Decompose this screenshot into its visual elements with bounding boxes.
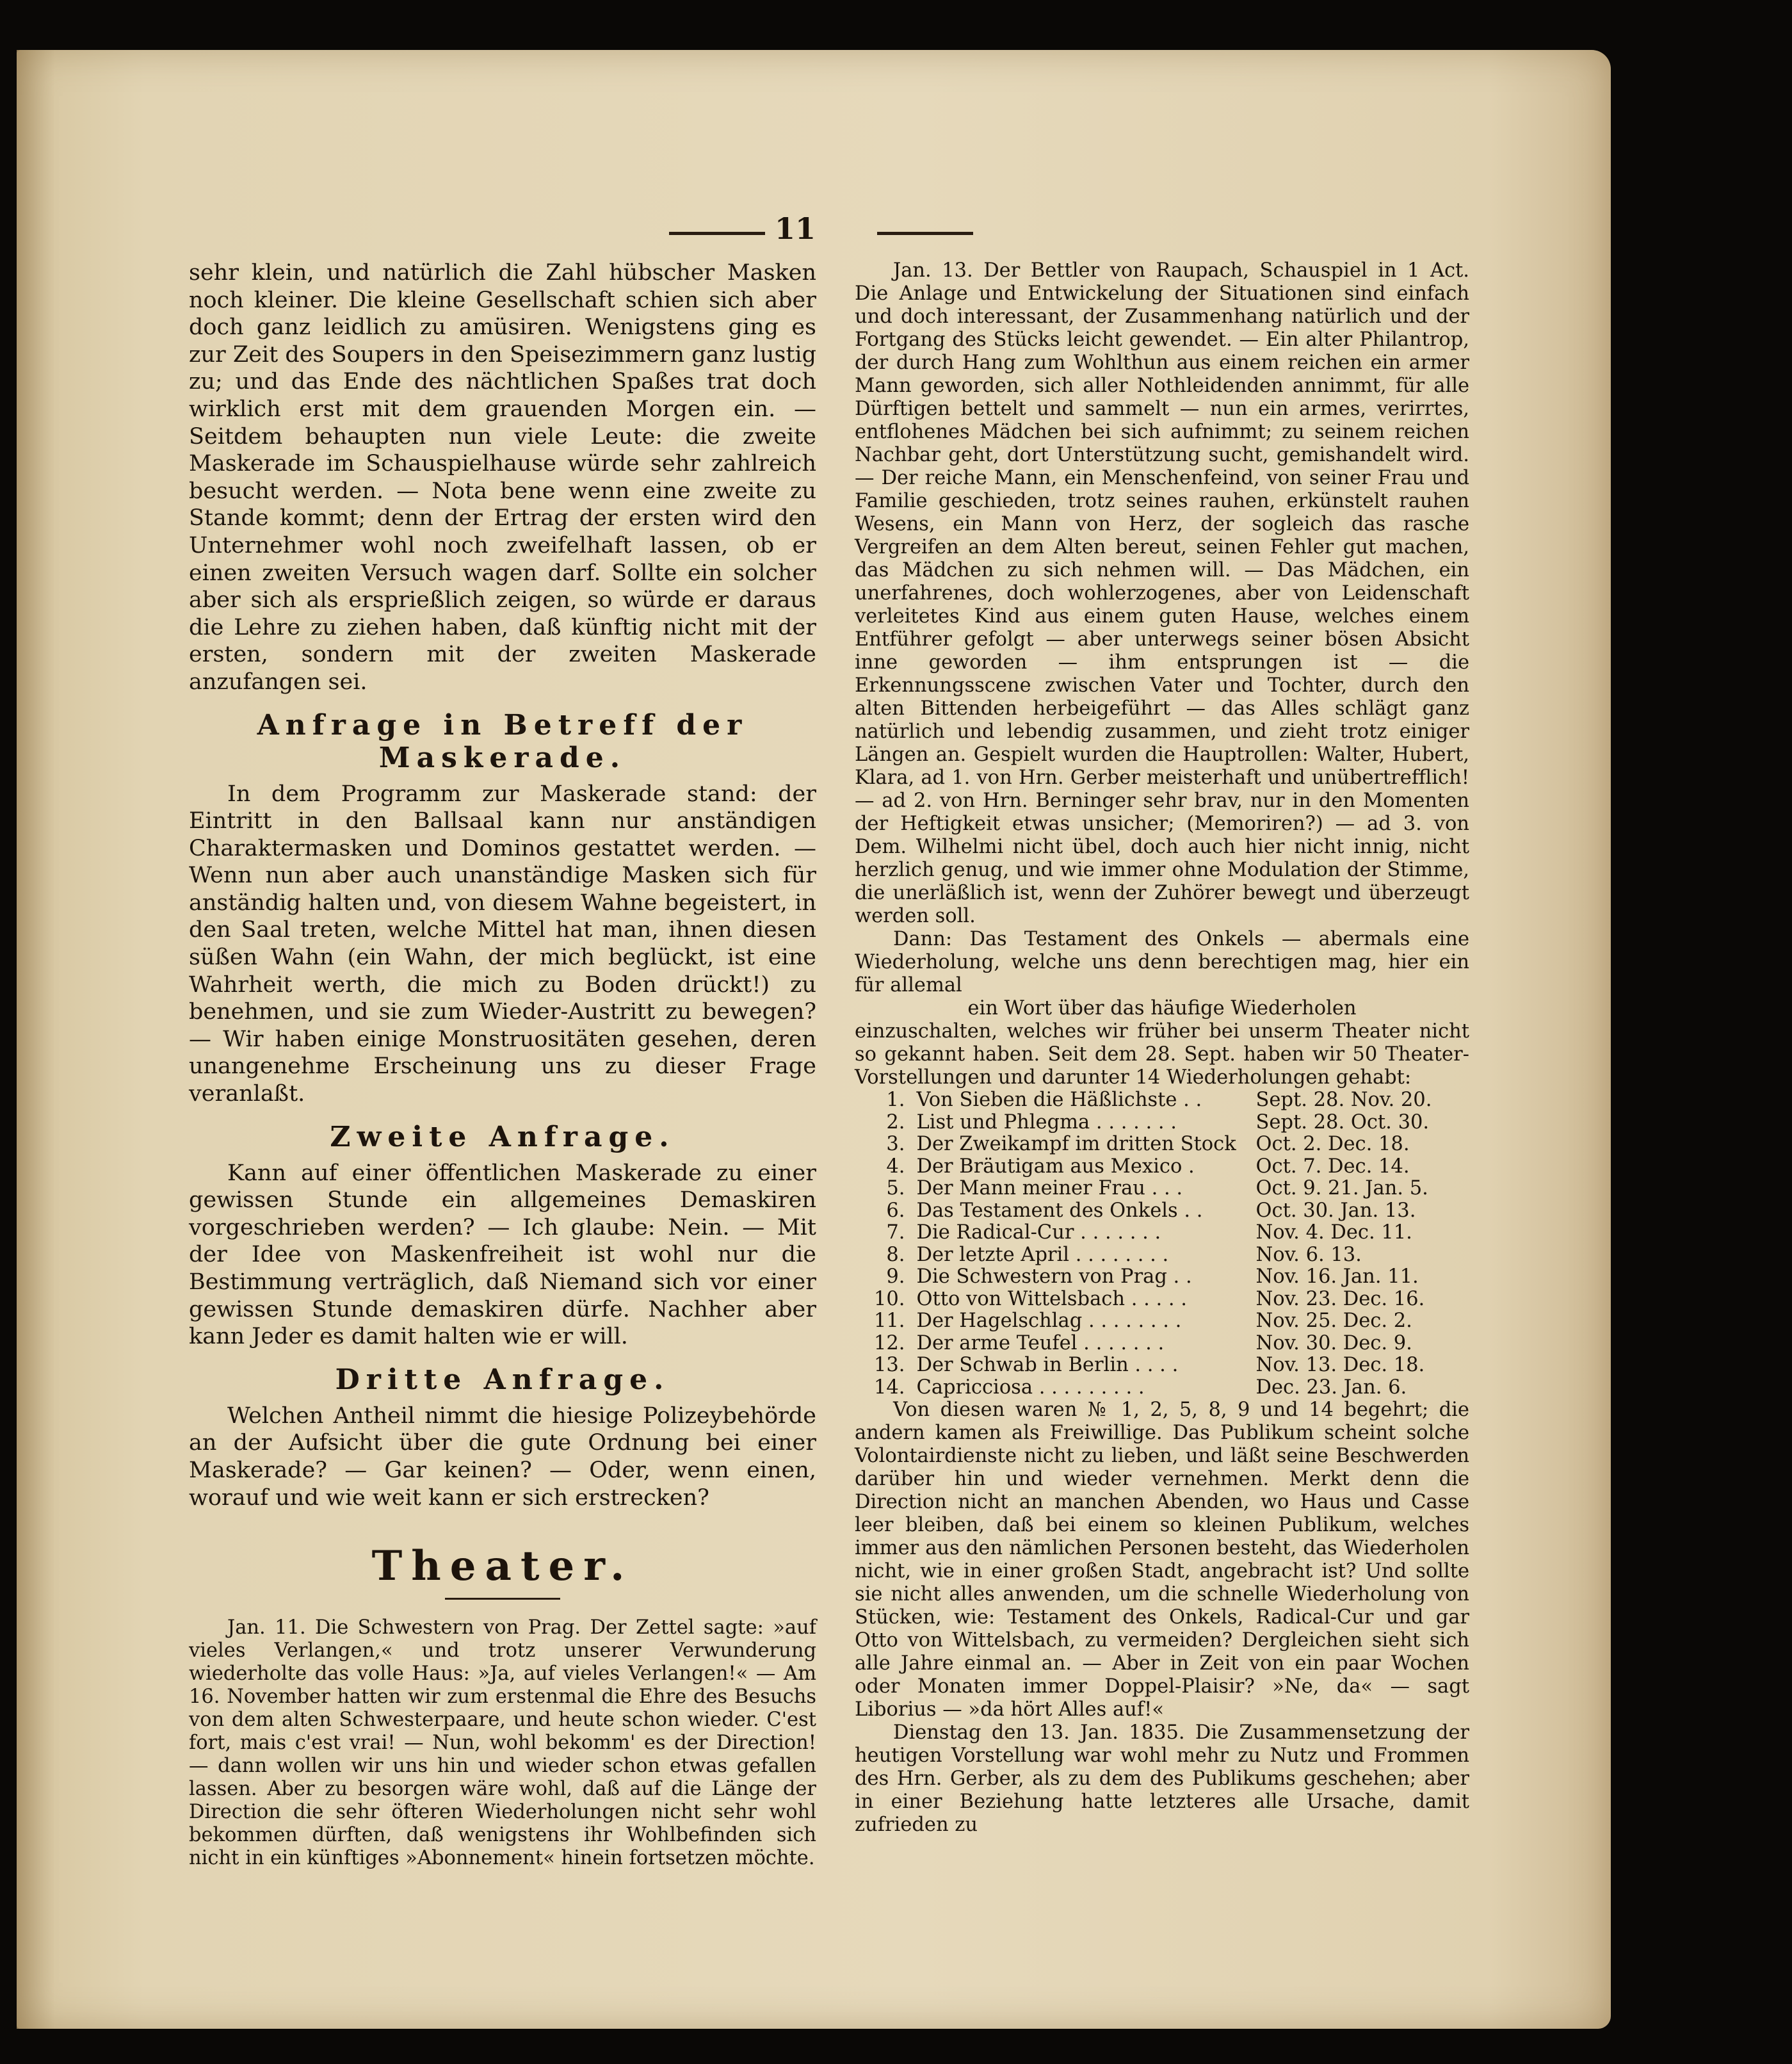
repertoire-no: 12. (874, 1331, 905, 1354)
table-row (874, 1244, 1467, 1267)
repeat-intro: einzuschalten, welches wir früher bei unserm Theater nicht so gekannt haben. Seit dem 28. Sept. haben wir 50 Theater-Vorstellungen und darunter 14 Wiederholungen gehabt: (855, 1020, 1469, 1089)
repertoire-dates: Nov. 13. Dec. 18. (1255, 1354, 1425, 1376)
table-row (874, 1266, 1467, 1288)
repertoire-no: 1. (886, 1089, 905, 1111)
repertoire-no: 11. (874, 1310, 905, 1332)
opening-paragraph: sehr klein, und natürlich die Zahl hübscher Masken noch kleiner. Die kleine Gesellschaft schien sich aber doch ganz leidlich zu amüsiren. Wenigstens ging es zur Zeit des Soupers in den Speisezimmern ganz lustig zu; und das Ende des nächtlichen Spaßes trat doch wirklich erst mit dem grauenden Morgen ein. — Seitdem behaupten nun viele Leute: die zweite Maskerade im Schauspielhause würde sehr zahlreich besucht werden. — Nota bene wenn eine zweite zu Stande kommt; denn der Ertrag der ersten wird den Unternehmer wohl noch zweifelhaft lassen, ob er einen zweiten Versuch wagen darf. Sollte ein solcher aber sich als ersprießlich zeigen, so würde er daraus die Lehre zu ziehen haben, daß künftig nicht mit der ersten, sondern mit der zweiten Maskerade anzufangen sei. (189, 260, 816, 695)
repertoire-title: List und Phlegma . . . . . . . (916, 1110, 1177, 1134)
section2-text: Kann auf einer öffentlichen Maskerade zu einer gewissen Stunde ein allgemeines Demaskiren vorgeschrieben werden? — Ich glaube: Nein. — Mit der Idee von Maskenfreiheit ist wohl nur die Bestimmung verträglich, daß Niemand sich vor einer gewissen Stunde demaskiren dürfe. Nachher aber kann Jeder es damit halten wie er will. (189, 1160, 816, 1350)
repertoire-no: 4. (886, 1155, 905, 1178)
repeat-heading-line: ein Wort über das häufige Wiederholen (967, 997, 1357, 1020)
repertoire-title: Der Zweikampf im dritten Stock (916, 1133, 1236, 1155)
repertoire-title: Von Sieben die Häßlichste . . (916, 1089, 1202, 1111)
repertoire-dates: Oct. 30. Jan. 13. (1255, 1199, 1416, 1222)
repertoire-table (874, 1089, 1467, 1399)
repertoire-title: Die Schwestern von Prag . . (916, 1265, 1192, 1288)
repertoire-no: 3. (886, 1133, 905, 1155)
repertoire-no: 5. (886, 1177, 905, 1199)
page-number: 11 (775, 211, 816, 246)
repertoire-dates: Nov. 23. Dec. 16. (1255, 1287, 1425, 1310)
repertoire-dates: Nov. 4. Dec. 11. (1255, 1221, 1412, 1244)
repertoire-no: 10. (874, 1287, 905, 1310)
repertoire-dates: Nov. 16. Jan. 11. (1255, 1265, 1419, 1288)
table-row (874, 1288, 1467, 1311)
header-rule-right (877, 232, 973, 235)
repertoire-no: 13. (874, 1354, 905, 1376)
table-row (874, 1310, 1467, 1333)
repertoire-title: Der Schwab in Berlin . . . . (916, 1354, 1179, 1376)
repertoire-title: Der Bräutigam aus Mexico . (916, 1155, 1195, 1178)
repertoire-title: Otto von Wittelsbach . . . . . (916, 1287, 1187, 1310)
theater-heading: Theater. (371, 1542, 634, 1591)
table-row (874, 1156, 1467, 1178)
repertoire-dates: Nov. 30. Dec. 9. (1255, 1331, 1412, 1354)
section3-heading: Dritte Anfrage. (335, 1363, 670, 1396)
section1-heading: Anfrage in Betreff der Maskerade. (257, 708, 748, 774)
repertoire-dates: Dec. 23. Jan. 6. (1255, 1376, 1407, 1399)
repertoire-title: Der Mann meiner Frau . . . (916, 1177, 1183, 1199)
theater-text: Jan. 11. Die Schwestern von Prag. Der Zettel sagte: »auf vieles Verlangen,« und trotz unserer Verwunderung wiederholte das volle Haus: »Ja, auf vieles Verlangen!« — Am 16. November hatten wir zum erstenmal die Ehre des Besuchs von dem alten Schwesterpaare, und heute schon wieder. C'est fort, mais c'est vrai! — Nun, wohl bekomm' es der Direction! — dann wollen wir uns hin und wieder schon etwas gefallen lassen. Aber zu besorgen wäre wohl, daß auf die Länge der Direction die sehr öfteren Wiederholungen nicht sehr wohl bekommen dürften, daß wenigstens ihr Wohlbefinden sich nicht in ein künftiges »Abonnement« hinein fortsetzen möchte. (189, 1616, 816, 1870)
theater-heading-rule (445, 1598, 560, 1600)
section3-text: Welchen Antheil nimmt die hiesige Polizeybehörde an der Aufsicht über die gute Ordnung bei einer Maskerade? — Gar keinen? — Oder, wenn einen, worauf und wie weit kann er sich erstrecken? (189, 1402, 816, 1511)
repeat-commentary: Von diesen waren № 1, 2, 5, 8, 9 und 14 begehrt; die andern kamen als Freiwillige. Das Publikum scheint solche Volontairdienste nicht zu lieben, und läßt seine Beschwerden darüber hin und wieder vernehmen. Merkt denn die Direction nicht an manchen Abenden, wo Haus und Casse leer bleiben, daß bei einem so kleinen Publikum, welches immer aus den nämlichen Personen besteht, das Wiederholen nicht, wie in einer großen Stadt, angebracht ist? Und sollte sie nicht alles anwenden, um die schnelle Wiederholung von Stücken, wie: Testament des Onkels, Radical-Cur und gar Otto von Wittelsbach, zu vermeiden? Dergleichen sieht sich alle Jahre einmal an. — Aber in Zeit von ein paar Wochen oder Monaten immer Doppel-Plaisir? »Ne, da« — sagt Liborius — »da hört Alles auf!« (855, 1399, 1469, 1721)
review-testament: Dann: Das Testament des Onkels — abermals eine Wiederholung, welche uns denn berechtigen mag, hier ein für allemal (855, 928, 1469, 996)
repertoire-no: 9. (886, 1265, 905, 1288)
header-rule-left (669, 232, 765, 235)
table-row (874, 1333, 1467, 1355)
repertoire-no: 14. (874, 1376, 905, 1399)
repertoire-dates: Nov. 25. Dec. 2. (1255, 1310, 1412, 1332)
repertoire-title: Der letzte April . . . . . . . . (916, 1243, 1169, 1266)
repertoire-dates: Oct. 9. 21. Jan. 5. (1255, 1177, 1428, 1199)
repertoire-dates: Sept. 28. Nov. 20. (1255, 1089, 1432, 1111)
repertoire-dates: Oct. 7. Dec. 14. (1255, 1155, 1410, 1178)
review-tuesday: Dienstag den 13. Jan. 1835. Die Zusammensetzung der heutigen Vorstellung war wohl mehr zu Nutz und Frommen des Hrn. Gerber, als zu dem des Publikums geschehen; aber in einer Beziehung hatte letzteres alle Ursache, damit zufrieden zu (855, 1721, 1469, 1836)
table-row (874, 1222, 1467, 1244)
repertoire-no: 7. (886, 1221, 905, 1244)
table-row (874, 1377, 1467, 1399)
repertoire-title: Der Hagelschlag . . . . . . . . (916, 1310, 1182, 1332)
repertoire-dates: Sept. 28. Oct. 30. (1255, 1110, 1430, 1134)
repertoire-title: Die Radical-Cur . . . . . . . (916, 1221, 1161, 1244)
repertoire-title: Capricciosa . . . . . . . . . (916, 1376, 1145, 1399)
repertoire-no: 8. (886, 1243, 905, 1266)
table-row (874, 1354, 1467, 1377)
repertoire-title: Der arme Teufel . . . . . . . (916, 1331, 1165, 1354)
review-bettler: Jan. 13. Der Bettler von Raupach, Schauspiel in 1 Act. Die Anlage und Entwickelung der Situationen sind einfach und doch interessant, der Zusammenhang natürlich und der Fortgang des Stücks leicht gewendet. — Ein alter Philantrop, der durch Hang zum Wohlthun aus einem reichen ein armer Mann geworden, sich aller Nothleidenden annimmt, für alle Dürftigen bettelt und sammelt — nun ein armes, verirrtes, entflohenes Mädchen bei sich aufnimmt; zu seinem reichen Nachbar geht, dort Unterstützung sucht, gemishandelt wird. — Der reiche Mann, ein Menschenfeind, von seiner Frau und Familie geschieden, trotz seines rauhen, erkünstelt rauhen Wesens, ein Mann von Herz, der sogleich das rasche Vergreifen an dem Alten bereut, seinen Fehler gut machen, das Mädchen zu sich nehmen will. — Das Mädchen, ein unerfahrenes, doch wohlerzogenes, aber von Leidenschaft verleitetes Kind aus einem guten Hause, welches einem Entführer gefolgt — aber unterwegs seiner bösen Absicht inne geworden — ihm entsprungen ist — die Erkennungsscene zwischen Vater und Tochter, durch den alten Bittenden herbeigeführt — das Alles schlägt ganz natürlich und lebendig zusammen, und zieht trotz einiger Längen an. Gespielt wurden die Hauptrollen: Walter, Hubert, Klara, ad 1. von Hrn. Gerber meisterhaft und unübertrefflich! — ad 2. von Hrn. Berninger sehr brav, nur in den Momenten der Heftigkeit etwas unsicher; (Memoriren?) — ad 3. von Dem. Wilhelmi nicht übel, doch auch hier nicht innig, nicht herzlich genug, und wie immer ohne Modulation der Stimme, die unerläßlich ist, wenn der Zuhörer bewegt und überzeugt werden soll. (855, 259, 1469, 927)
right-column (855, 259, 1469, 1837)
table-row (874, 1134, 1467, 1156)
section1-text: In dem Programm zur Maskerade stand: der Eintritt in den Ballsaal kann nur anständigen Charaktermasken und Dominos gestattet werden. — Wenn nun aber auch unanständige Masken sich für anständig halten und, von diesem Wahne begeistert, in den Saal treten, welche Mittel hat man, ihnen diesen süßen Wahn (ein Wahn, der mich beglückt, ist eine Wahrheit werth, die mich zu Boden drückt!) zu benehmen, und sie zum Wieder-Austritt zu bewegen? — Wir haben einige Monstruositäten gesehen, deren unangenehme Erscheinung uns zu dieser Frage veranlaßt. (189, 781, 816, 1107)
section2-heading: Zweite Anfrage. (330, 1120, 675, 1153)
table-row (874, 1178, 1467, 1200)
table-row (874, 1089, 1467, 1112)
repertoire-no: 2. (886, 1110, 905, 1134)
repertoire-no: 6. (886, 1199, 905, 1222)
repertoire-dates: Nov. 6. 13. (1255, 1243, 1362, 1266)
table-row (874, 1112, 1467, 1134)
left-column (189, 259, 816, 1870)
table-row (874, 1200, 1467, 1223)
repertoire-title: Das Testament des Onkels . . (916, 1199, 1203, 1222)
repertoire-dates: Oct. 2. Dec. 18. (1255, 1133, 1410, 1155)
